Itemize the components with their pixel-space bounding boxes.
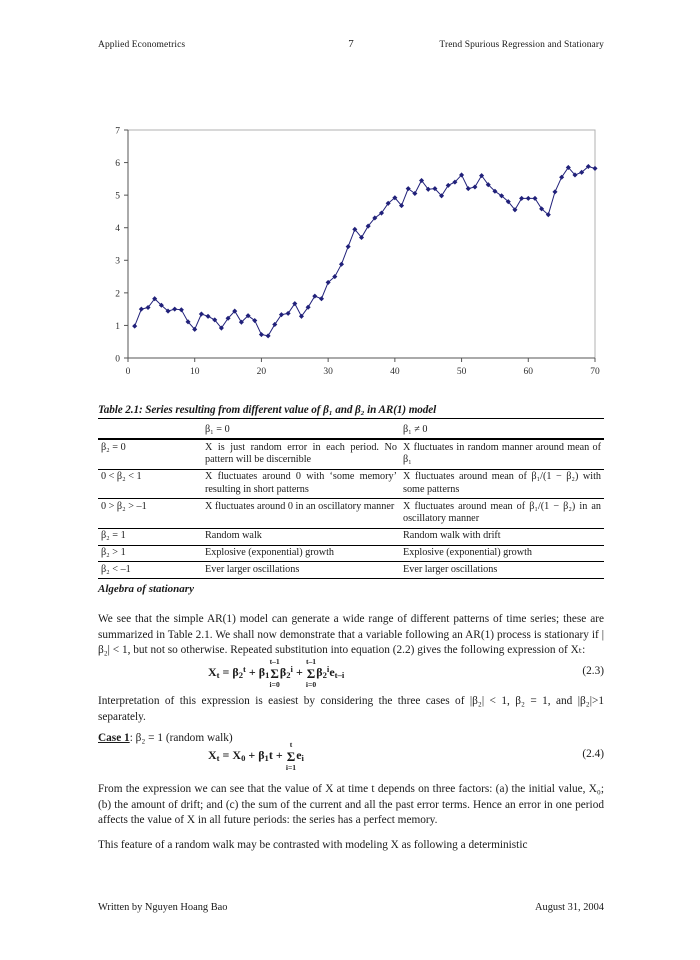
svg-text:1: 1 <box>115 321 120 332</box>
table-cell-beta1-zero: Explosive (exponential) growth <box>202 545 400 562</box>
table-row <box>98 469 604 498</box>
footer-date: August 31, 2004 <box>535 902 604 913</box>
table-cell-beta1-zero: X fluctuates around 0 in an oscillatory manner <box>202 499 400 528</box>
equation-2-3-number: (2.3) <box>582 665 604 677</box>
case-1-text: : β₂ = 1 (random walk) <box>129 732 233 744</box>
svg-text:6: 6 <box>115 158 120 169</box>
table-row <box>98 499 604 528</box>
time-series-figure <box>98 120 604 388</box>
table-row <box>98 528 604 545</box>
svg-text:0: 0 <box>115 354 120 365</box>
running-head-right: Trend Spurious Regression and Stationary <box>439 40 604 50</box>
table-cell-beta1-nonzero: X fluctuates around mean of β₁/(1 − β₂) in an oscillatory manner <box>400 499 604 528</box>
equation-2-4-number: (2.4) <box>582 748 604 760</box>
case-1-heading <box>98 731 604 747</box>
table-cell-condition: β₂ = 1 <box>98 528 202 545</box>
table-cell-beta1-nonzero: Ever larger oscillations <box>400 562 604 579</box>
page-number: 7 <box>348 38 354 50</box>
equation-2-4 <box>98 739 604 773</box>
svg-text:4: 4 <box>115 224 120 235</box>
line-chart <box>98 120 604 388</box>
equation-2-3-body: $X_t = \beta_2^t + \beta_1$ t–1 Σ i=0 $\beta_2^i$ + t–1 Σ i=0 $\beta_2^ie_{t-i}$ <box>208 656 345 690</box>
table-cell-beta1-zero: X is just random error in each period. No pattern will be discernible <box>202 439 400 469</box>
page-footer <box>98 902 604 913</box>
svg-text:7: 7 <box>115 126 120 137</box>
table-cell-beta1-nonzero: X fluctuates in random manner around mean of β₁ <box>400 439 604 469</box>
svg-text:60: 60 <box>523 367 534 377</box>
running-head-left: Applied Econometrics <box>98 40 186 50</box>
table-header-beta1-zero: β₁ = 0 <box>202 422 400 439</box>
running-head <box>98 38 604 50</box>
svg-text:3: 3 <box>115 256 120 267</box>
table-cell-condition: β₂ < –1 <box>98 562 202 579</box>
table-cell-beta1-nonzero: Explosive (exponential) growth <box>400 545 604 562</box>
paragraph-interpretation: Interpretation of this expression is easiest by considering the three cases of |β₂| < 1, β₂ = 1, and |β₂|>1 separately. <box>98 695 604 723</box>
case-1-label: Case 1 <box>98 732 130 744</box>
footer-author: Written by Nguyen Hoang Bao <box>98 902 228 913</box>
table-cell-condition: 0 < β₂ < 1 <box>98 469 202 498</box>
svg-text:30: 30 <box>323 367 333 377</box>
table-header-beta1-nonzero: β₁ ≠ 0 <box>400 422 604 439</box>
table-row <box>98 439 604 469</box>
table-cell-beta1-zero: Random walk <box>202 528 400 545</box>
ar1-summary-table <box>98 422 604 579</box>
table-cell-beta1-nonzero: Random walk with drift <box>400 528 604 545</box>
svg-text:70: 70 <box>590 367 600 377</box>
table-cell-condition: 0 > β₂ > –1 <box>98 499 202 528</box>
svg-text:2: 2 <box>115 289 120 300</box>
table-header-blank <box>98 422 202 439</box>
equation-2-3 <box>98 656 604 690</box>
table-cell-condition: β₂ = 0 <box>98 439 202 469</box>
table-row <box>98 545 604 562</box>
table-row <box>98 562 604 579</box>
equation-2-4-body: $X_t = X_0 + \beta_1t$ + t Σ i=1 $e_i$ <box>208 739 304 773</box>
paragraph-algebra-intro: We see that the simple AR(1) model can generate a wide range of different patterns of time series; these are summarized in Table 2.1. We shall now demonstrate that a variable following an AR(1) process is stationary if |β₂| < 1, but not so otherwise. Repeated substitution into equation (2.2) gives the following expression of Xₜ: <box>98 613 604 657</box>
table-cell-beta1-zero: Ever larger oscillations <box>202 562 400 579</box>
table-caption: Table 2.1: Series resulting from different value of β₁ and β₂ in AR(1) model <box>98 404 604 419</box>
table-cell-beta1-zero: X fluctuates around 0 with ‘some memory’ resulting in short patterns <box>202 469 400 498</box>
svg-text:10: 10 <box>189 367 200 377</box>
svg-text:0: 0 <box>125 367 131 377</box>
paragraph-deterministic: This feature of a random walk may be contrasted with modeling X as following a deterministic <box>98 839 528 851</box>
svg-text:40: 40 <box>390 367 400 377</box>
chart-canvas <box>98 120 604 388</box>
svg-text:50: 50 <box>456 367 467 377</box>
paragraph-three-factors: From the expression we can see that the value of X at time t depends on three factors: (a) the initial value, X₀; (b) the amount of drift; and (c) the sum of the current and all the past error terms. Hence an error in one period affects the value of X in all future periods: the series has a perfect memory. <box>98 783 604 827</box>
svg-text:5: 5 <box>115 191 120 202</box>
svg-text:20: 20 <box>256 367 267 377</box>
section-heading: Algebra of stationary <box>98 583 194 595</box>
table-header-row <box>98 422 604 439</box>
table-cell-condition: β₂ > 1 <box>98 545 202 562</box>
table-cell-beta1-nonzero: X fluctuates around mean of β₁/(1 − β₂) with some patterns <box>400 469 604 498</box>
